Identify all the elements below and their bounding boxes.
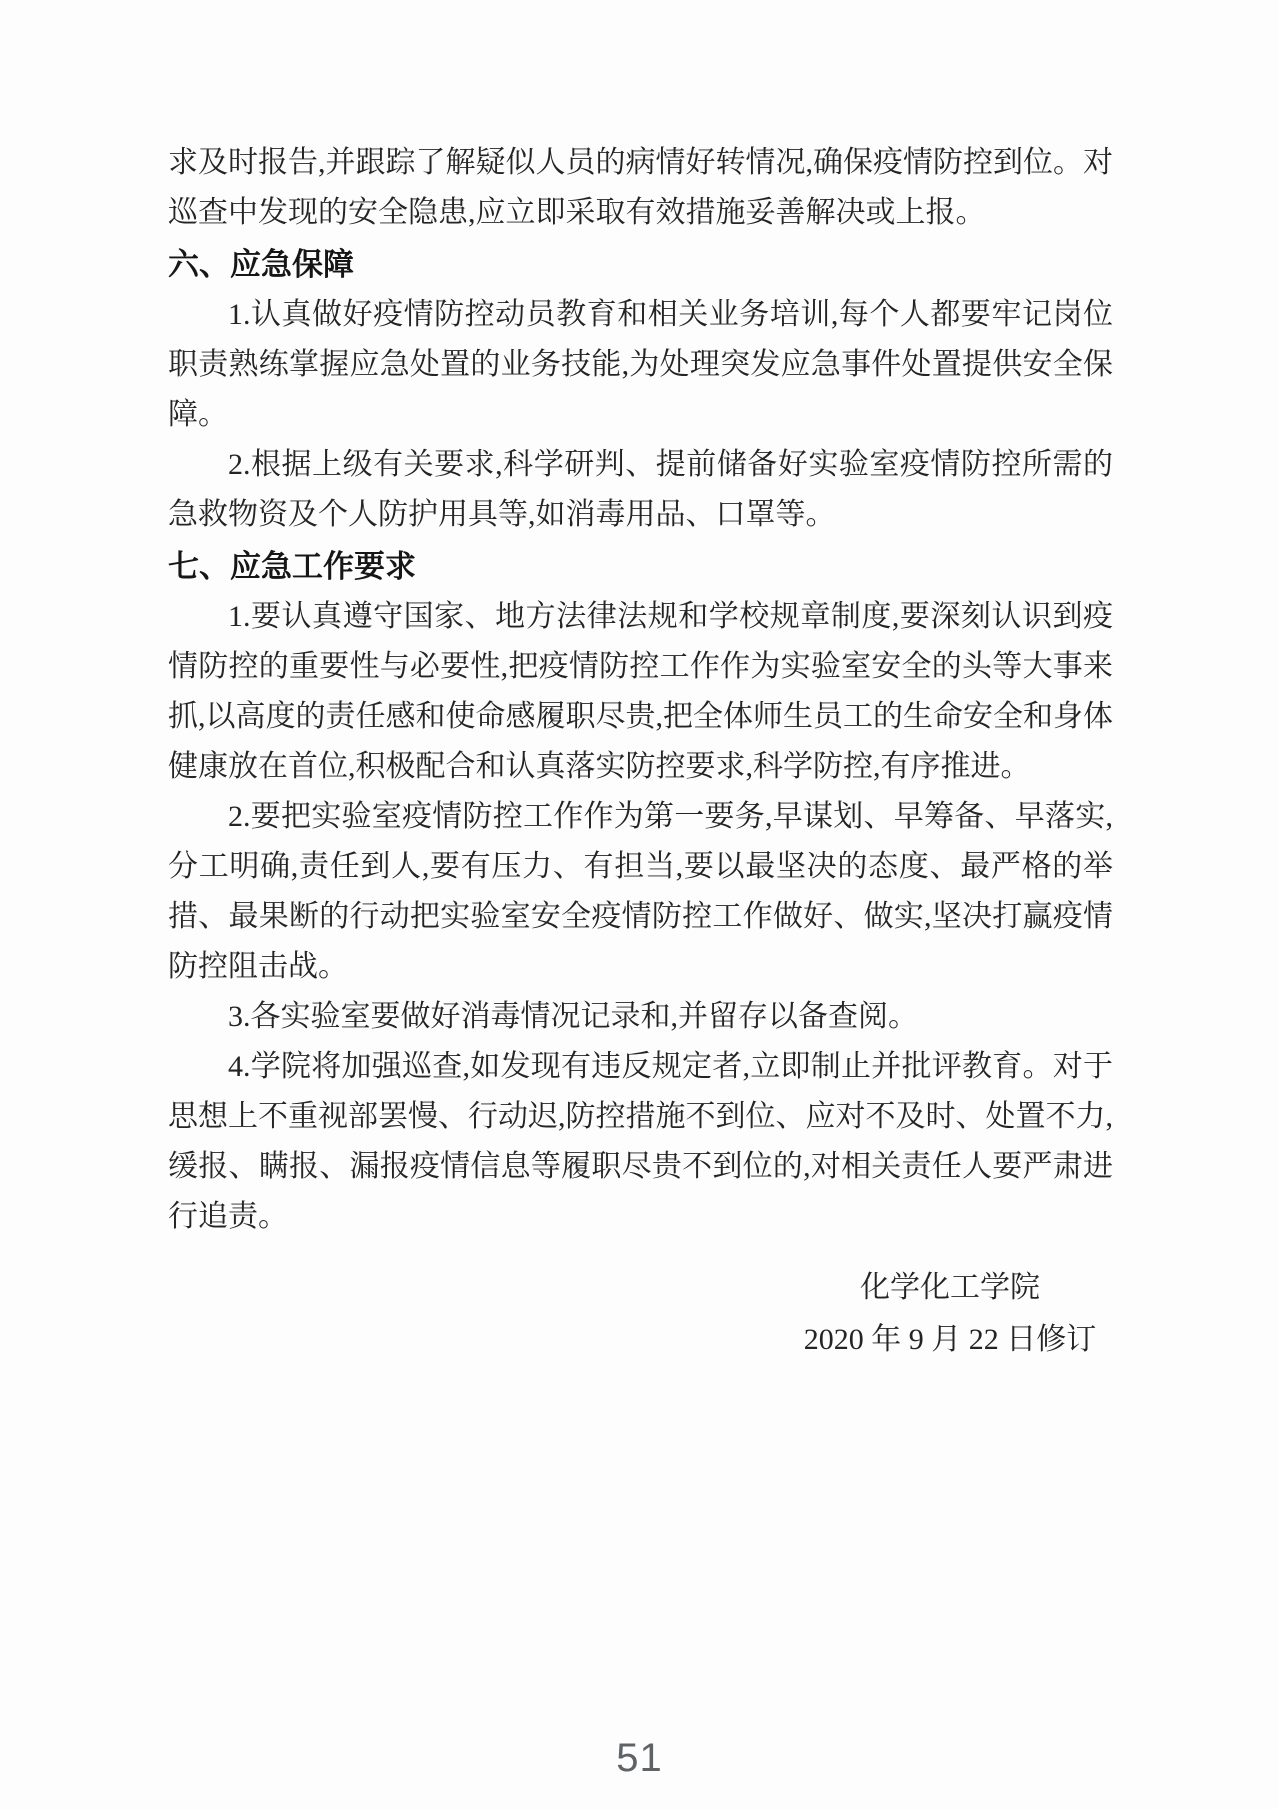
- signature-organization: 化学化工学院: [860, 1271, 1040, 1304]
- page-number: 51: [616, 1736, 663, 1780]
- signature-block: [700, 1262, 1200, 1366]
- section-6-paragraph-1: 1.认真做好疫情防控动员教育和相关业务培训,每个人都要牢记岗位职责熟练掌握应急处置的业务技能,为处理突发应急事件处置提供安全保障。: [168, 298, 1113, 431]
- section-7-paragraph-3: 3.各实验室要做好消毒情况记录和,并留存以备查阅。: [228, 1000, 918, 1033]
- section-7-paragraph-1: 1.要认真遵守国家、地方法律法规和学校规章制度,要深刻认识到疫情防控的重要性与必要性,把疫情防控工作作为实验室安全的头等大事来抓,以高度的责任感和使命感履职尽贵,把全体师生员工的生命安全和身体健康放在首位,积极配合和认真落实防控要求,科学防控,有序推进。: [168, 600, 1113, 783]
- document-content: [168, 138, 1113, 1242]
- section-heading-6-emergency-support: 六、应急保障: [168, 247, 354, 282]
- section-6-paragraph-2: 2.根据上级有关要求,科学研判、提前储备好实验室疫情防控所需的急救物资及个人防护用具等,如消毒用品、口罩等。: [168, 448, 1113, 531]
- section-heading-7-emergency-work-requirements: 七、应急工作要求: [168, 549, 416, 584]
- section-7-paragraph-4: 4.学院将加强巡查,如发现有违反规定者,立即制止并批评教育。对于思想上不重视部罢慢、行动迟,防控措施不到位、应对不及时、处置不力,缓报、瞒报、漏报疫情信息等履职尽贵不到位的,对相关责任人要严肃进行追责。: [168, 1050, 1113, 1233]
- signature-revision-date: 2020 年 9 月 22 日修订: [803, 1323, 1097, 1356]
- paragraph-continuation: 求及时报告,并跟踪了解疑似人员的病情好转情况,确保疫情防控到位。对巡查中发现的安全隐患,应立即采取有效措施妥善解决或上报。: [168, 146, 1113, 229]
- section-7-paragraph-2: 2.要把实验室疫情防控工作作为第一要务,早谋划、早筹备、早落实,分工明确,责任到人,要有压力、有担当,要以最坚决的态度、最严格的举措、最果断的行动把实验室安全疫情防控工作做好、做实,坚决打赢疫情防控阻击战。: [168, 800, 1113, 983]
